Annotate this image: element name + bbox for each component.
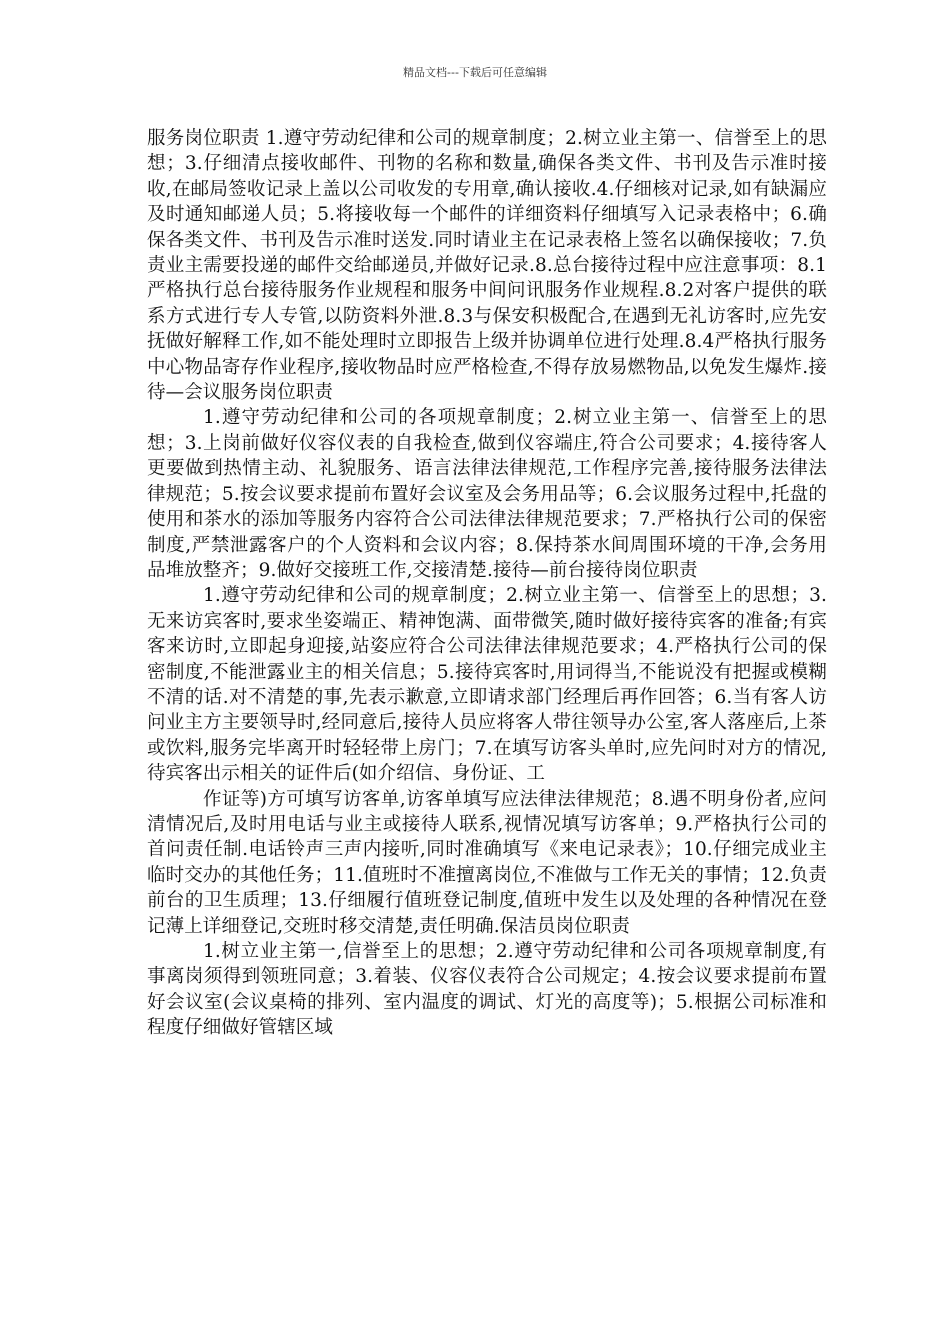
paragraph-front-desk-duties-continued: 作证等)方可填写访客单,访客单填写应法律法律规范；8.遇不明身份者,应问清情况后,及时用电话与业主或接待人联系,视情况填写访客单；9.严格执行公司的首问责任制.电话铃声三声内接听,同时准确填写《来电记录表》；10.仔细完成业主临时交办的其他任务；11.值班时不准擅离岗位,不准做与工作无关的事情；12.负责前台的卫生质理；13.仔细履行值班登记制度,值班中发生以及处理的各种情况在登记薄上详细登记,交班时移交清楚,责任明确.保洁员岗位职责 [147,788,827,937]
paragraph-meeting-service-duties: 1.遵守劳动纪律和公司的各项规章制度；2.树立业主第一、信誉至上的思想；3.上岗前做好仪容仪表的自我检查,做到仪容端庄,符合公司要求；4.接待客人更要做到热情主动、礼貌服务、语言法律法律规范,工作程序完善,接待服务法律法律规范；5.按会议要求提前布置好会议室及会务用品等；6.会议服务过程中,托盘的使用和茶水的添加等服务内容符合公司法律法律规范要求；7.严格执行公司的保密制度,严禁泄露客户的个人资料和会议内容；8.保持茶水间周围环境的干净,会务用品堆放整齐；9.做好交接班工作,交接清楚.接待—前台接待岗位职责 [147,407,827,581]
document-body [147,126,827,1041]
paragraph-front-desk-duties: 1.遵守劳动纪律和公司的规章制度；2.树立业主第一、信誉至上的思想；3.无来访宾客时,要求坐姿端正、精神饱满、面带微笑,随时做好接待宾客的准备;有宾客来访时,立即起身迎接,站姿应符合公司法律法律规范要求；4.严格执行公司的保密制度,不能泄露业主的相关信息；5.接待宾客时,用词得当,不能说没有把握或模糊不清的话.对不清楚的事,先表示歉意,立即请求部门经理后再作回答；6.当有客人访问业主方主要领导时,经同意后,接待人员应将客人带往领导办公室,客人落座后,上茶或饮料,服务完毕离开时轻轻带上房门；7.在填写访客头单时,应先问时对方的情况,待宾客出示相关的证件后(如介绍信、身份证、工 [147,585,827,785]
page-header: 精品文档---下载后可任意编辑 [403,66,547,79]
paragraph-cleaner-duties: 1.树立业主第一,信誉至上的思想；2.遵守劳动纪律和公司各项规章制度,有事离岗须得到领班同意；3.着装、仪容仪表符合公司规定；4.按会议要求提前布置好会议室(会议桌椅的排列、室内温度的调试、灯光的高度等)；5.根据公司标准和程度仔细做好管辖区域 [147,941,827,1039]
paragraph-service-duties: 服务岗位职责 1.遵守劳动纪律和公司的规章制度；2.树立业主第一、信誉至上的思想；3.仔细清点接收邮件、刊物的名称和数量,确保各类文件、书刊及告示准时接收,在邮局签收记录上盖以公司收发的专用章,确认接收.4.仔细核对记录,如有缺漏应及时通知邮递人员；5.将接收每一个邮件的详细资料仔细填写入记录表格中；6.确保各类文件、书刊及告示准时送发.同时请业主在记录表格上签名以确保接收；7.负责业主需要投递的邮件交给邮递员,并做好记录.8.总台接待过程中应注意事项：8.1严格执行总台接待服务作业规程和服务中间问讯服务作业规程.8.2对客户提供的联系方式进行专人专管,以防资料外泄.8.3与保安积极配合,在遇到无礼访客时,应先安抚做好解释工作,如不能处理时立即报告上级并协调单位进行处理.8.4严格执行服务中心物品寄存作业程序,接收物品时应严格检查,不得存放易燃物品,以免发生爆炸.接待—会议服务岗位职责 [147,128,827,404]
